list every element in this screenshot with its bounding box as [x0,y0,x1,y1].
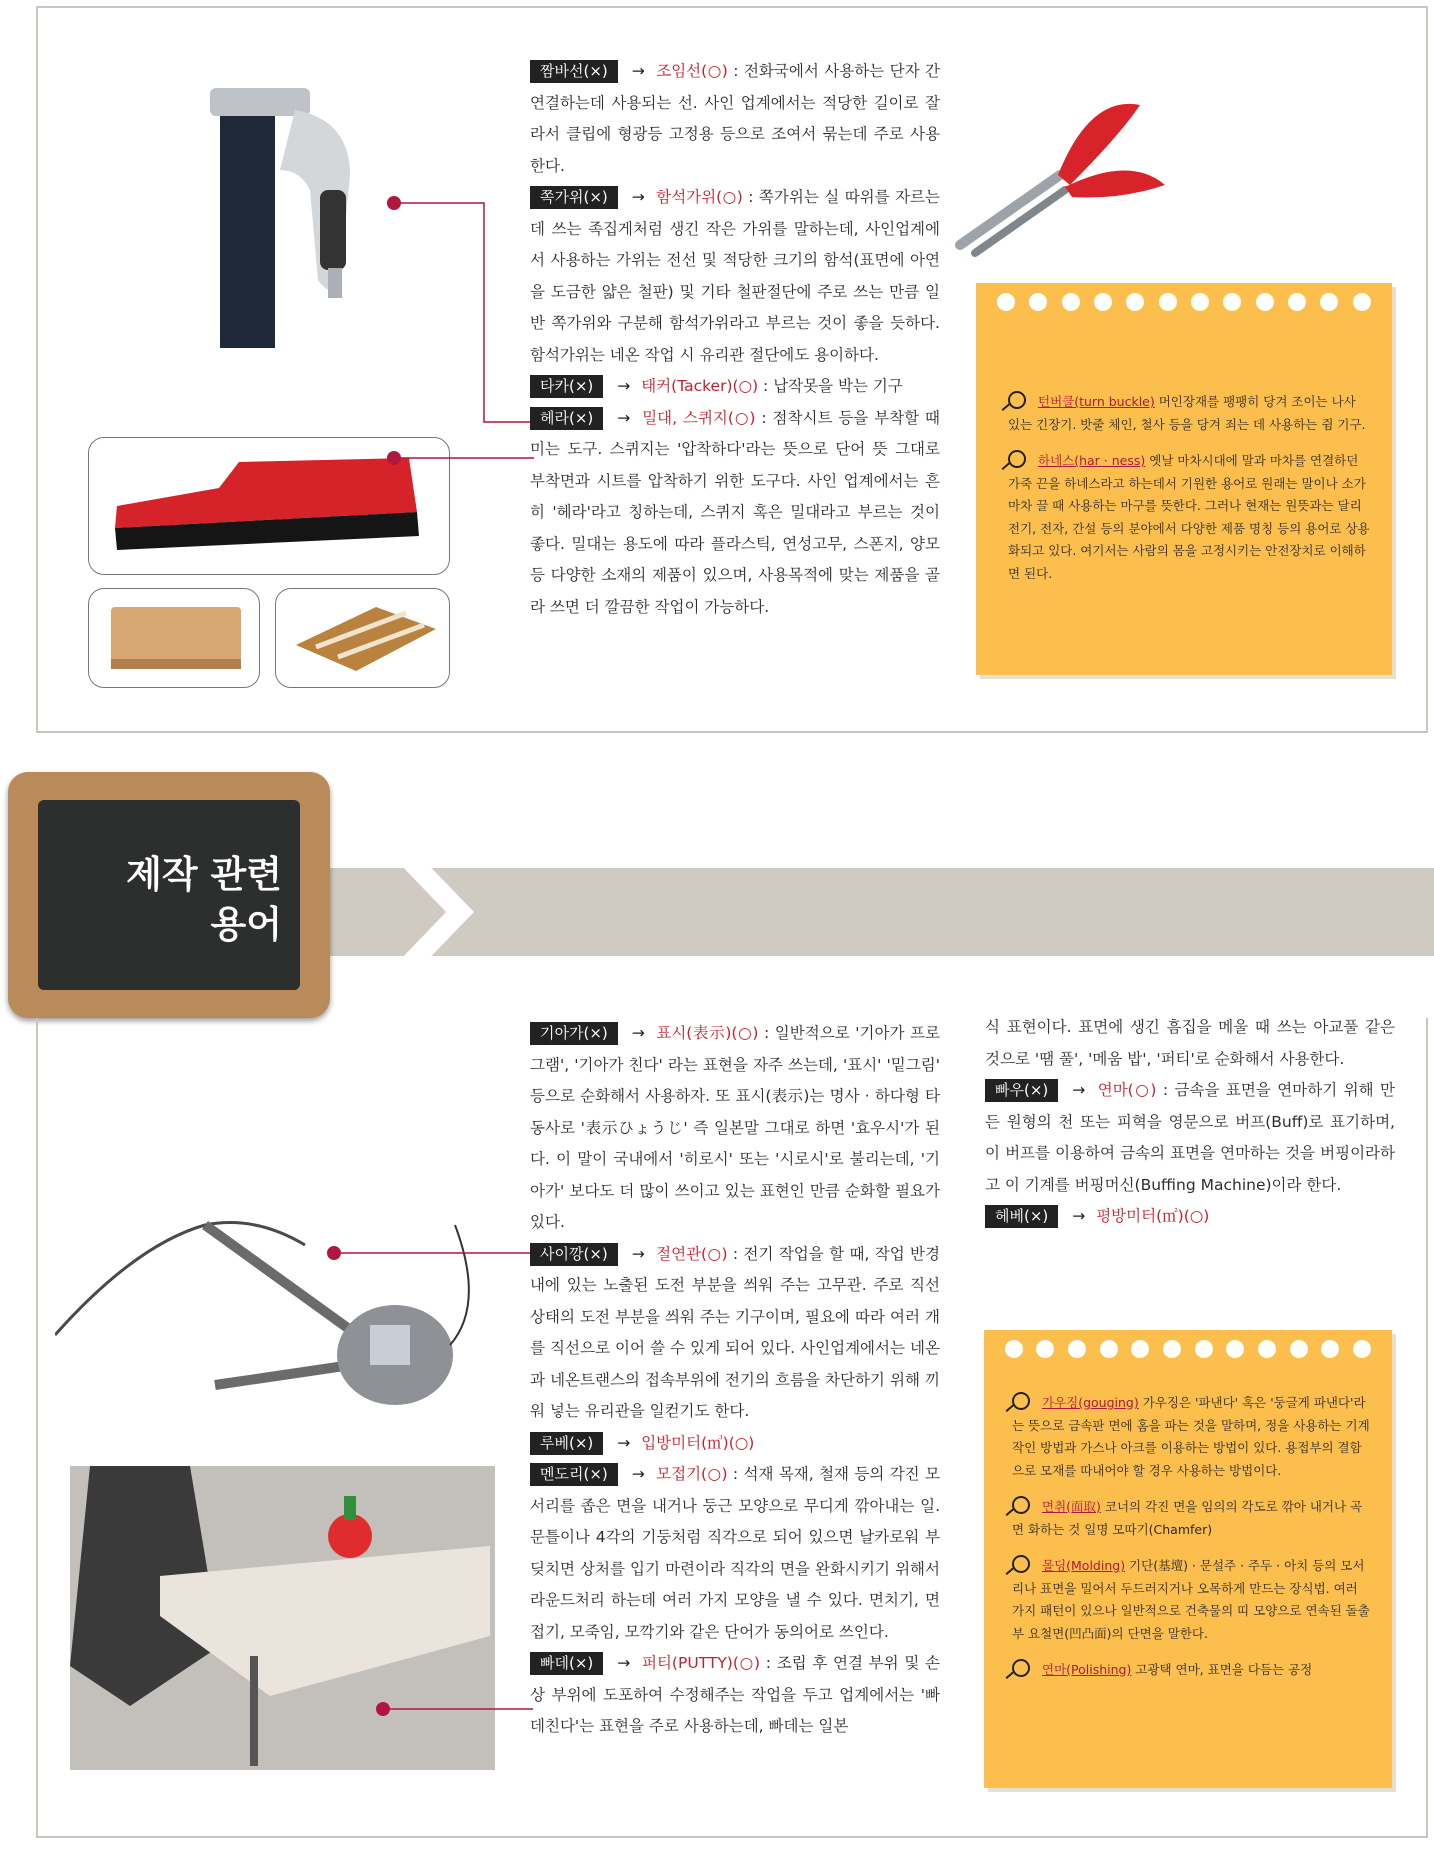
note-binding-holes [990,293,1378,315]
definition-text: : 쪽가위는 실 따위를 자르는 데 쓰는 족집게처럼 생긴 작은 가위를 말하는데, 사인업계에서 사용하는 가위는 전선 및 적당한 크기의 함석(표면에 아연을 도금한 얇은 철판) 및 기타 철판절단에 주로 쓰는 만큼 일반 쪽가위와 구분해 함석가위라고 부르는 것이 좋을 듯하다. 함석가위는 네온 작업 시 유리관 절단에도 용이하다. [530,188,941,364]
chalkboard-title [8,772,330,1018]
magnifier-icon [1012,1659,1030,1677]
paragraph-term-5 [530,1018,940,1239]
wrong-term-label: 타카(×) [530,375,603,398]
arrow-icon: → [631,1465,645,1483]
correct-term-label: 모접기(○) [656,1465,728,1483]
correct-term-label: 절연관(○) [656,1244,728,1263]
paragraph-term-6 [530,1239,940,1428]
definition-text: : 금속을 표면을 연마하기 위해 만든 원형의 천 또는 피혁을 영문으로 버프(Buff)로 표기하며, 이 버프를 이용하여 금속의 표면을 연마하는 것을 버핑이라하고 이 기계를 버핑머신(Buffing Machine)이라 한다. [985,1081,1395,1194]
paragraph-term-4 [530,403,940,624]
felt-squeegee-photo [275,588,450,688]
wrong-term-label: 빠우(×) [985,1079,1058,1102]
top-note-items [1008,391,1370,599]
connector-line-putty [383,1706,533,1712]
wrong-term-label: 루베(×) [530,1432,603,1455]
magnifier-icon [1012,1555,1030,1573]
banner-title-line-2: 용어 [210,903,282,946]
note-term: 턴버클(turn buckle) [1038,394,1155,409]
bottom-note-card [984,1330,1392,1788]
note-term: 연마(Polishing) [1042,1662,1132,1677]
definition-text: : 조립 후 연결 부위 및 손상 부위에 도포하여 수정해주는 작업을 두고 업계에서는 '빠데친다'는 표현을 주로 사용하는데, 빠데는 일본 [530,1654,940,1735]
arrow-icon: → [1072,1207,1086,1225]
correct-term-label: 태커(Tacker)(○) [641,377,759,395]
paragraph-term-10 [985,1075,1395,1201]
note-text: 가우징은 '파낸다' 혹은 '둥글게 파낸다'라는 뜻으로 금속판 면에 홈을 파는 것을 말하며, 정을 사용하는 기계작인 방법과 가스나 아크를 이용하는 방법이 있다. 용접부의 결함으로 모재를 따내어야 할 경우 사용하는 방법이다. [1012,1395,1370,1478]
definition-text: : 납작못을 박는 기구 [758,377,903,395]
wrong-term-label: 기아가(×) [530,1022,618,1045]
arrow-icon: → [617,1433,631,1452]
definition-text: : 전화국에서 사용하는 단자 간 연결하는데 사용되는 선. 사인 업계에서는 적당한 길이로 잘라서 클립에 형광등 고정용 등으로 조여서 묶는데 주로 사용한다. [530,62,940,175]
correct-term-label: 함석가위(○) [656,188,743,206]
note-term: 면취(面取) [1042,1499,1101,1514]
top-note-card [976,283,1392,675]
definition-text: : 일반적으로 '기아가 프로그램', '기아가 친다' 라는 표현을 자주 쓰는데, '표시' '밑그림' 등으로 순화해서 사용하자. 또 표시(表示)는 명사 · 하다형 타동사로 '表示ひょうじ' 즉 일본말 그대로 하면 '효우시'가 된다. 이 말이 국내에서 '히로시' 또는 '시로시'로 불리는데, '기아가' 보다도 더 많이 쓰이고 있는 표현인 만큼 순화할 필요가 있다. [530,1024,940,1231]
insulation-tube-photo [55,1185,475,1415]
paragraph-term-7 [530,1428,940,1460]
correct-term-label: 표시(表示)(○) [656,1024,759,1042]
definition-text: : 석재 목재, 철재 등의 각진 모서리를 좁은 면을 내거나 둥근 모양으로 무디게 깎아내는 일. 문틀이나 4각의 기둥처럼 직각으로 되어 있으면 날카로워 부딪치면 상처를 입기 마련이라 직각의 면을 완화시키기 위해서 라운드처리 하는데 여러 가지 모양을 낼 수 있다. 면치기, 면접기, 모죽임, 모깍기와 같은 단어가 동의어로 쓰인다. [530,1465,940,1641]
note-item [1012,1392,1372,1482]
correct-term-label: 평방미터(㎡)(○) [1096,1207,1210,1225]
note-text: 기단(基壇) · 문설주 · 주두 · 아치 등의 모서리나 표면을 밀어서 두드러지거나 오목하게 만드는 장식법. 여러 가지 패턴이 있으나 일반적으로 건축물의 띠 모양으로 연속된 돌출부 요철면(凹凸面)의 단면을 말한다. [1012,1558,1370,1641]
wrong-term-label: 헤베(×) [985,1205,1058,1228]
connector-line-insulation [334,1250,534,1256]
paragraph-term-2 [530,182,940,371]
arrow-icon: → [631,1244,645,1263]
correct-term-label: 연마(○) [1097,1081,1157,1099]
continuation-text: 식 표현이다. 표면에 생긴 흠집을 메울 때 쓰는 아교풀 같은 것으로 '땜 풀', '메움 밥', '퍼티'로 순화해서 사용한다. [985,1018,1395,1068]
arrow-icon: → [631,1024,645,1042]
bottom-right-text-column [985,1012,1395,1233]
wrong-term-label: 빠데(×) [530,1652,603,1675]
note-item [1012,1555,1372,1645]
note-item [1008,450,1370,585]
tacker-photo [200,80,370,350]
bottom-left-text-column [530,1018,940,1743]
connector-line-tacker [394,200,534,430]
paragraph-term-9 [530,1648,940,1743]
paragraph-term-1 [530,56,940,182]
note-item [1012,1659,1372,1682]
wrong-term-label: 헤라(×) [530,407,603,430]
arrow-icon: → [617,408,631,427]
paragraph-term-3 [530,371,940,403]
paragraph-term-8 [530,1459,940,1648]
wrong-term-label: 짬바선(×) [530,60,618,83]
banner-arrow-icon [388,850,488,975]
definition-text: : 전기 작업을 할 때, 작업 반경 내에 있는 노출된 도전 부분을 씌워 주는 고무관. 주로 직선 상태의 도전 부분을 씌워 주는 기구이며, 필요에 따라 여러 개를 직선으로 이어 쓸 수 있게 되어 있다. 사인업계에서는 네온과 네온트랜스의 접속부위에 전기의 흐름을 차단하기 위해 끼워 넣는 유리관을 일컫기도 한다. [530,1244,940,1420]
correct-term-label: 퍼티(PUTTY)(○) [641,1654,761,1672]
wrong-term-label: 멘도리(×) [530,1463,618,1486]
note-term: 몰딩(Molding) [1042,1558,1126,1573]
banner-title-line-1: 제작 관련 [126,853,282,896]
correct-term-label: 입방미터(㎥)(○) [641,1433,755,1452]
note-term: 하네스(har · ness) [1038,453,1146,468]
note-item [1012,1496,1372,1541]
connector-line-squeegee [394,455,534,461]
wrong-term-label: 쪽가위(×) [530,186,618,209]
magnifier-icon [1008,391,1026,409]
tin-snips-photo [940,75,1180,265]
chamfer-table-photo [70,1466,495,1770]
banner-title [38,850,282,950]
top-text-column [530,56,940,623]
note-text: 고광택 연마, 표면을 다듬는 공정 [1131,1662,1313,1677]
note-item [1008,391,1370,436]
magnifier-icon [1008,450,1026,468]
wood-squeegee-photo [88,588,260,688]
note-text: 코너의 각진 면을 임의의 각도로 깎아 내거나 곡면 화하는 것 일명 모따기(Chamfer) [1012,1499,1363,1537]
note-text: 옛날 마차시대에 말과 마차를 연결하던 가죽 끈을 하네스라고 하는데서 기원한 용어로 원래는 말이나 소가 마차 끌 때 사용하는 마구를 뜻한다. 그러나 현재는 원뜻과는 달리 전기, 전자, 간설 등의 분야에서 다양한 제품 명칭 등의 용어로 상용화되고 있다. 여기서는 사람의 몸을 고정시키는 안전장치로 이해하면 된다. [1008,453,1370,581]
correct-term-label: 조임선(○) [656,62,728,80]
note-binding-holes [998,1340,1378,1362]
magnifier-icon [1012,1392,1030,1410]
magnifier-icon [1012,1496,1030,1514]
note-term: 가우징(gouging) [1042,1395,1139,1410]
arrow-icon: → [617,377,631,395]
bottom-note-items [1012,1392,1372,1696]
definition-text: : 점착시트 등을 부착할 때 미는 도구. 스퀴지는 '압착하다'라는 뜻으로 단어 뜻 그대로 부착면과 시트를 압착하기 위한 도구다. 사인 업계에서는 흔히 '헤라'라고 칭하는데, 스퀴지 혹은 밀대라고 부르는 것이 좋다. 밀대는 용도에 따라 플라스틱, 연성고무, 스폰지, 양모 등 다양한 소재의 제품이 있으며, 사용목적에 맞는 제품을 골라 쓰면 더 깔끔한 작업이 가능하다. [530,408,940,616]
wrong-term-label: 사이깡(×) [530,1243,618,1266]
arrow-icon: → [631,188,645,206]
note-text: 머인장재를 팽팽히 당겨 조이는 나사 있는 긴장기. 밧줄 체인, 철사 등을 당겨 죄는 데 사용하는 쥠 기구. [1008,394,1366,432]
arrow-icon: → [617,1654,631,1672]
paragraph-term-11 [985,1201,1395,1233]
arrow-icon: → [1072,1081,1086,1099]
arrow-icon: → [631,62,645,80]
correct-term-label: 밀대, 스퀴지(○) [642,408,756,427]
